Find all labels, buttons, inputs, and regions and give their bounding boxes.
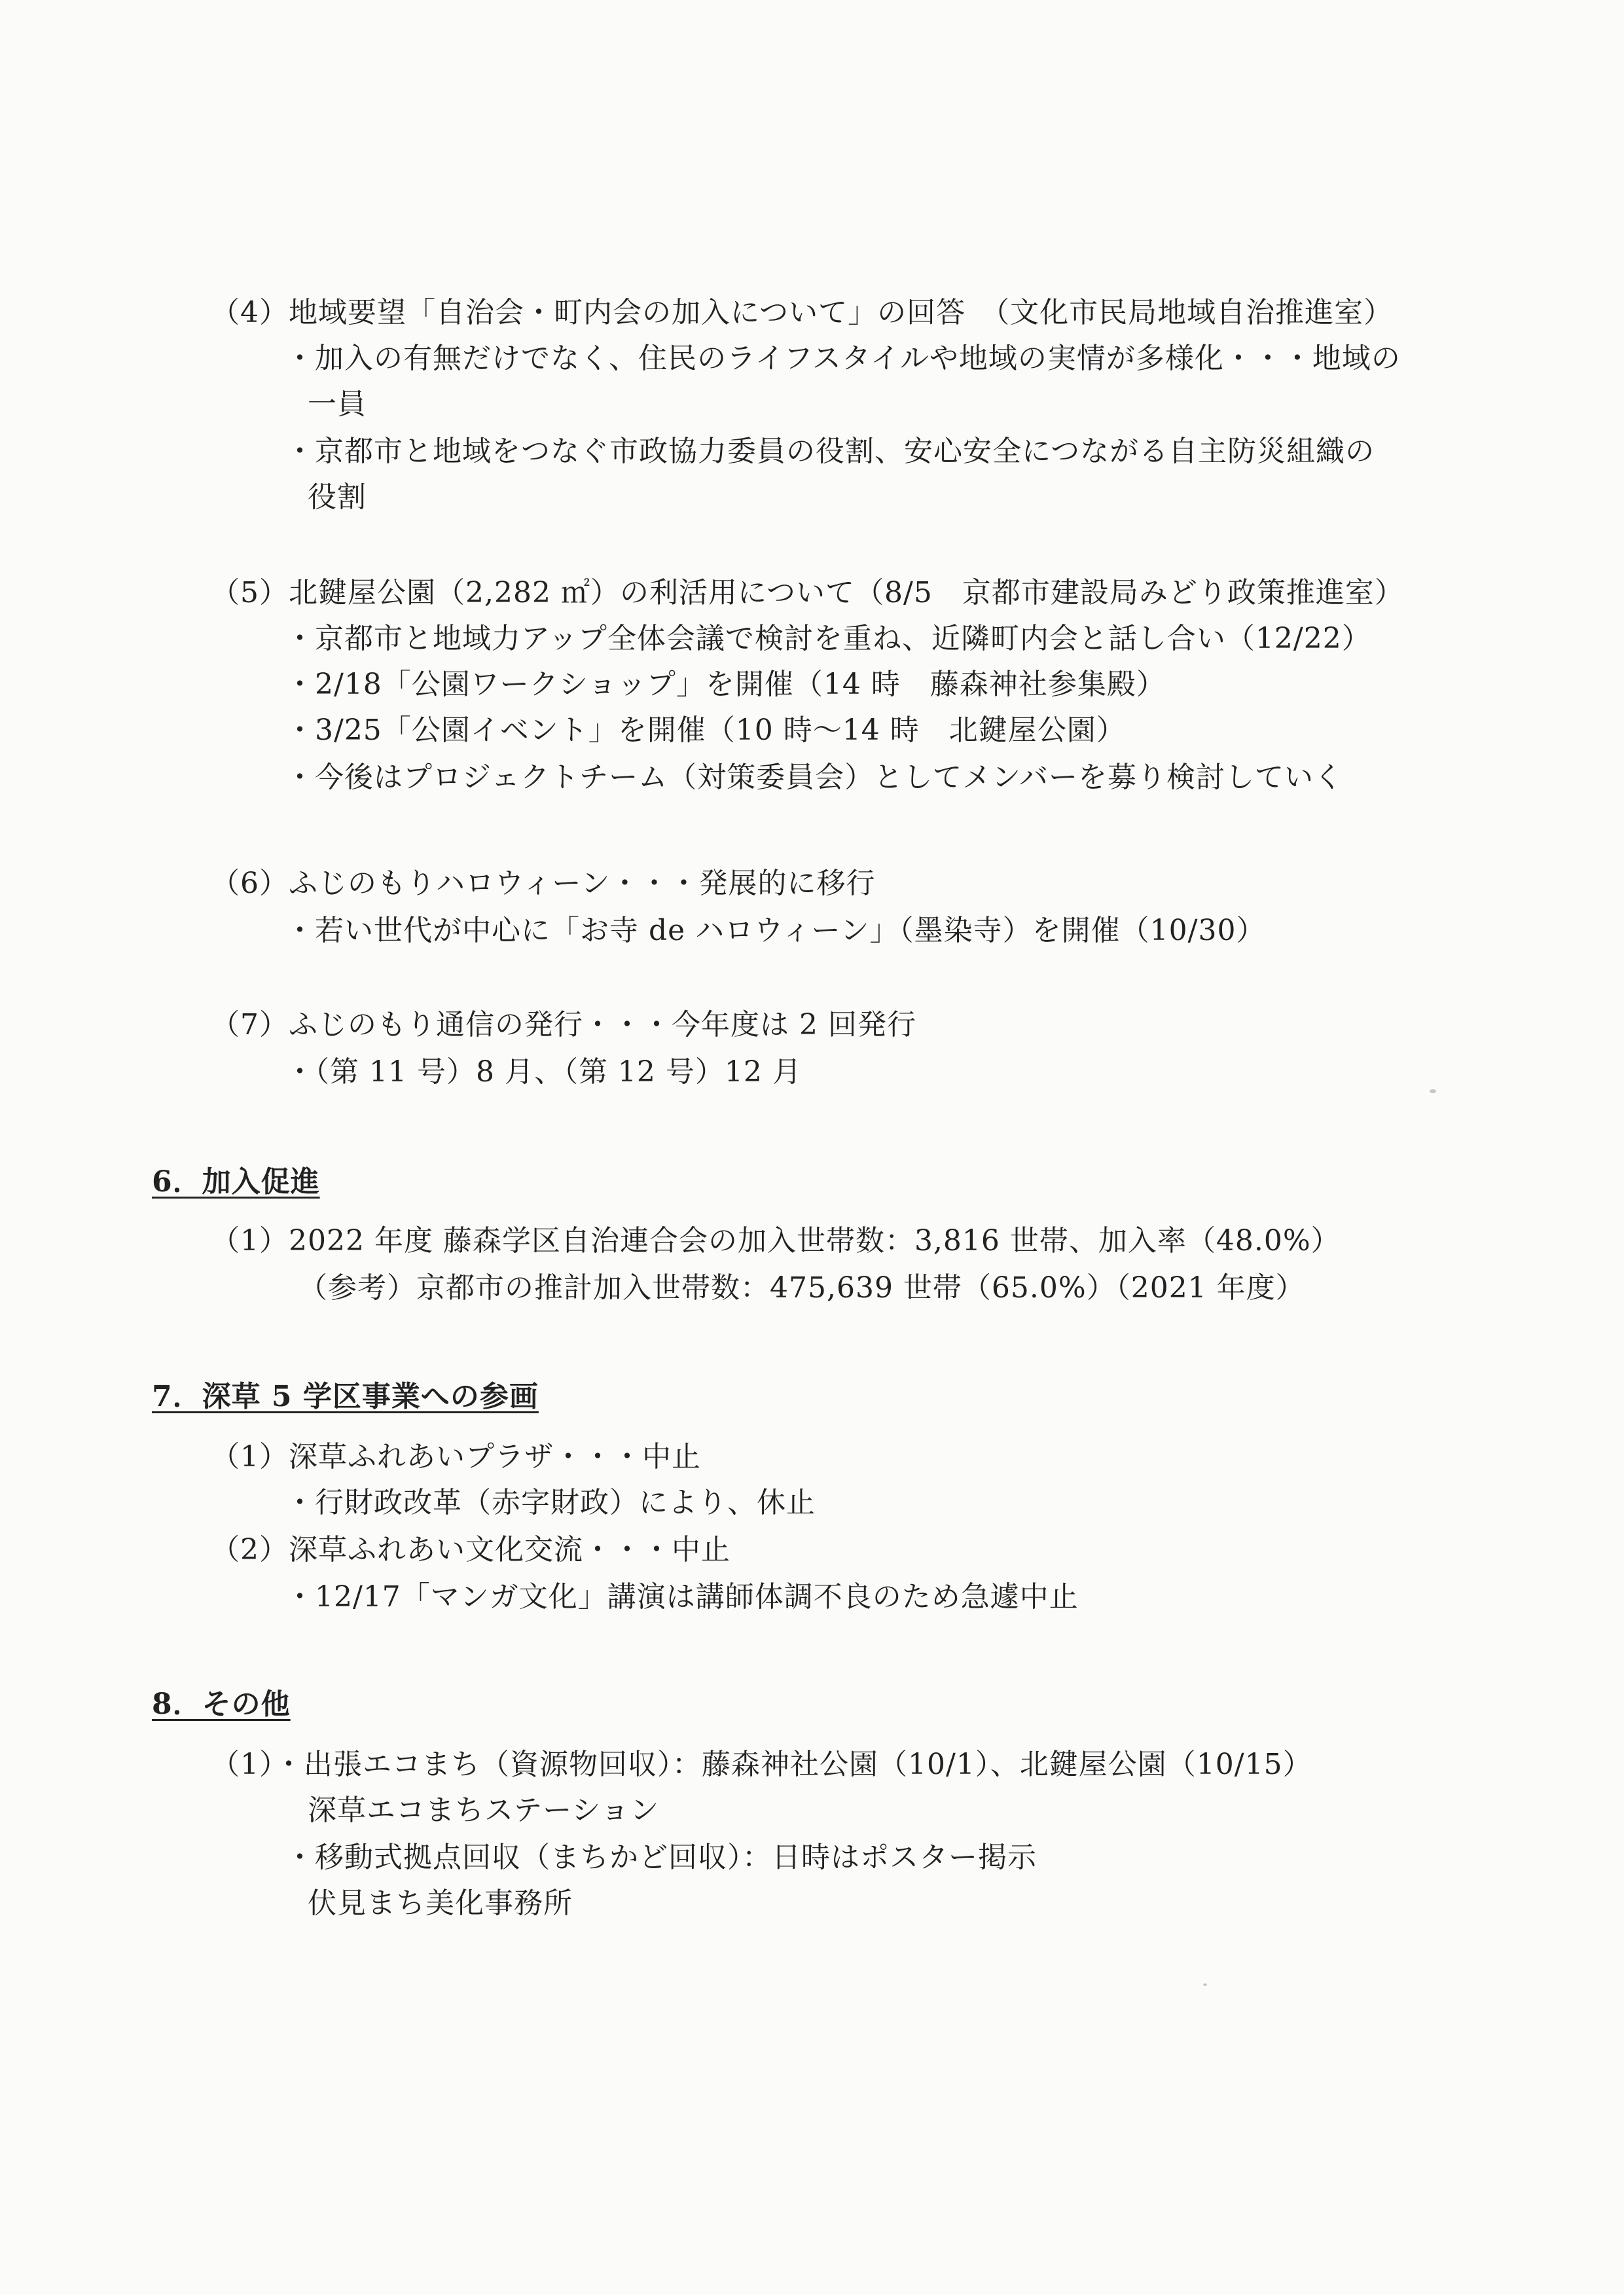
section-6-line-1: （1）2022 年度 藤森学区自治連合会の加入世帯数：3,816 世帯、加入率（48.0%） — [211, 1224, 1341, 1257]
item-4-bullet-2: ・京都市と地域をつなぐ市政協力委員の役割、安心安全につながる自主防災組織の — [285, 435, 1375, 468]
section-8-line-4: 伏見まち美化事務所 — [308, 1887, 573, 1920]
scan-speck — [1203, 1983, 1207, 1986]
item-5-title: （5）北鍵屋公園（2,282 ㎡）の利活用について（8/5 京都市建設局みどり政策推進室） — [211, 576, 1404, 609]
section-7-item-1-title: （1）深草ふれあいプラザ・・・中止 — [211, 1440, 701, 1473]
section-8-line-1: （1）・出張エコまち（資源物回収）：藤森神社公園（10/1）、北鍵屋公園（10/15） — [211, 1748, 1312, 1781]
scan-speck — [1430, 1089, 1436, 1093]
item-4-title: （4）地域要望「自治会・町内会の加入について」の回答 （文化市民局地域自治推進室） — [211, 296, 1394, 329]
section-7-item-1-bullet: ・行財政改革（赤字財政）により、休止 — [285, 1486, 816, 1519]
section-7-item-2-bullet: ・12/17「マンガ文化」講演は講師体調不良のため急遽中止 — [285, 1580, 1079, 1614]
section-8-heading: 8．その他 — [152, 1688, 291, 1721]
item-4-bullet-1-cont: 一員 — [308, 388, 367, 421]
item-6-bullet-1: ・若い世代が中心に「お寺 de ハロウィーン」（墨染寺）を開催（10/30） — [285, 914, 1266, 947]
item-7-bullet-1: ・（第 11 号）8 月、（第 12 号）12 月 — [285, 1055, 802, 1089]
item-5-bullet-1: ・京都市と地域力アップ全体会議で検討を重ね、近隣町内会と話し合い（12/22） — [285, 622, 1371, 655]
section-6-heading: 6．加入促進 — [152, 1165, 320, 1199]
item-6-title: （6）ふじのもりハロウィーン・・・発展的に移行 — [211, 867, 876, 900]
item-4-bullet-2-cont: 役割 — [308, 480, 367, 514]
item-7-title: （7）ふじのもり通信の発行・・・今年度は 2 回発行 — [211, 1008, 916, 1041]
section-7-item-2-title: （2）深草ふれあい文化交流・・・中止 — [211, 1533, 731, 1566]
section-8-line-3: ・移動式拠点回収（まちかど回収）：日時はポスター掲示 — [285, 1841, 1037, 1874]
section-8-line-2: 深草エコまちステーション — [308, 1794, 660, 1827]
section-6-line-2: （参考）京都市の推計加入世帯数：475,639 世帯（65.0%）（2021 年度） — [298, 1271, 1305, 1305]
item-5-bullet-4: ・今後はプロジェクトチーム（対策委員会）としてメンバーを募り検討していく — [285, 761, 1344, 794]
item-5-bullet-3: ・3/25「公園イベント」を開催（10 時～14 時 北鍵屋公園） — [285, 714, 1126, 747]
section-7-heading: 7．深草 5 学区事業への参画 — [152, 1380, 539, 1413]
item-4-bullet-1: ・加入の有無だけでなく、住民のライフスタイルや地域の実情が多様化・・・地域の — [285, 342, 1401, 375]
item-5-bullet-2: ・2/18「公園ワークショップ」を開催（14 時 藤森神社参集殿） — [285, 668, 1166, 701]
